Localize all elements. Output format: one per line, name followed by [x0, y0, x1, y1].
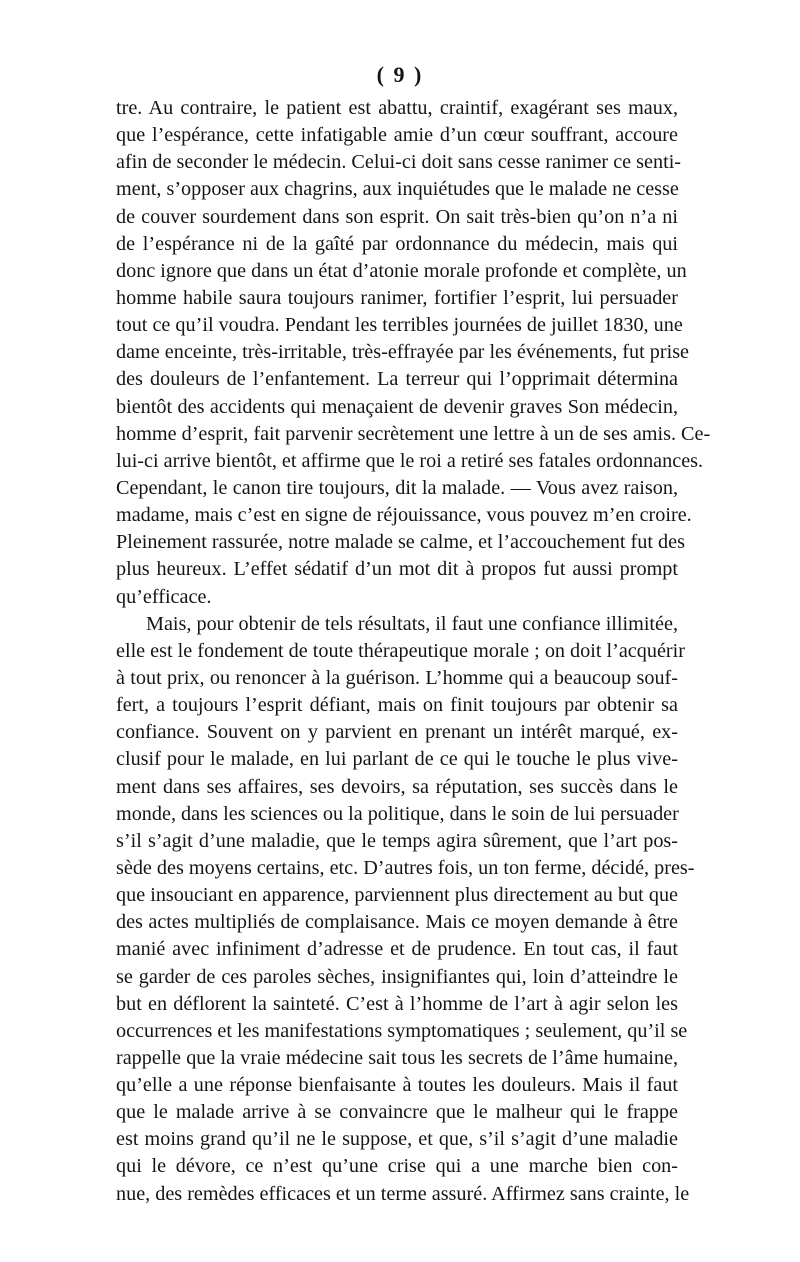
- text-line: homme habile saura toujours ranimer, fortifier l’esprit, lui persuader: [116, 286, 678, 309]
- text-line: qu’elle a une réponse bienfaisante à toutes les douleurs. Mais il faut: [116, 1074, 678, 1097]
- text-line: confiance. Souvent on y parvient en prenant un intérêt marqué, ex-: [116, 721, 678, 744]
- text-line: ment dans ses affaires, ses devoirs, sa réputation, ses succès dans le: [116, 775, 678, 798]
- text-line: dame enceinte, très-irritable, très-effrayée par les événements, fut prise: [116, 341, 690, 364]
- text-line: nue, des remèdes efficaces et un terme assuré. Affirmez sans crainte, le: [116, 1182, 690, 1205]
- text-line: madame, mais c’est en signe de réjouissance, vous pouvez m’en croire.: [116, 504, 692, 527]
- text-line: tout ce qu’il voudra. Pendant les terribles journées de juillet 1830, une: [116, 314, 683, 337]
- text-line: manié avec infiniment d’adresse et de prudence. En tout cas, il faut: [116, 938, 678, 961]
- text-line: clusif pour le malade, en lui parlant de ce qui le touche le plus vive-: [116, 748, 678, 771]
- text-line: ment, s’opposer aux chagrins, aux inquiétudes que le malade ne cesse: [116, 178, 679, 201]
- text-line: monde, dans les sciences ou la politique, dans le soin de lui persuader: [116, 802, 679, 825]
- text-line: afin de seconder le médecin. Celui-ci doit sans cesse ranimer ce senti-: [116, 151, 682, 174]
- text-line: homme d’esprit, fait parvenir secrètement une lettre à un de ses amis. Ce-: [116, 422, 711, 445]
- text-line: but en déflorent la sainteté. C’est à l’homme de l’art à agir selon les: [116, 992, 678, 1015]
- text-line: rappelle que la vraie médecine sait tous les secrets de l’âme humaine,: [116, 1046, 678, 1069]
- text-line: des actes multipliés de complaisance. Mais ce moyen demande à être: [116, 911, 678, 934]
- text-line: que le malade arrive à se convaincre que le malheur qui le frappe: [116, 1101, 678, 1124]
- text-line: Pleinement rassurée, notre malade se calme, et l’accouchement fut des: [116, 531, 685, 554]
- text-line: à tout prix, ou renoncer à la guérison. L’homme qui a beaucoup souf-: [116, 666, 678, 689]
- text-line: elle est le fondement de toute thérapeutique morale ; on doit l’acquérir: [116, 639, 685, 662]
- text-line: bientôt des accidents qui menaçaient de devenir graves Son médecin,: [116, 395, 678, 418]
- text-line: fert, a toujours l’esprit défiant, mais on finit toujours par obtenir sa: [116, 694, 678, 717]
- text-line: Cependant, le canon tire toujours, dit la malade. — Vous avez raison,: [116, 476, 678, 499]
- text-line: que insouciant en apparence, parviennent plus directement au but que: [116, 884, 678, 907]
- text-line: sède des moyens certains, etc. D’autres fois, un ton ferme, décidé, pres-: [116, 856, 695, 879]
- paragraph-end-line: qu’efficace.: [116, 585, 212, 608]
- text-line: lui-ci arrive bientôt, et affirme que le roi a retiré ses fatales ordonnances.: [116, 449, 704, 472]
- text-line: plus heureux. L’effet sédatif d’un mot dit à propos fut aussi prompt: [116, 558, 678, 581]
- text-line: qui le dévore, ce n’est qu’une crise qui a une marche bien con-: [116, 1155, 678, 1178]
- text-line: se garder de ces paroles sèches, insignifiantes qui, loin d’atteindre le: [116, 965, 678, 988]
- page-number: ( 9 ): [376, 62, 424, 87]
- paragraph-start-line: Mais, pour obtenir de tels résultats, il faut une confiance illimitée,: [146, 612, 679, 635]
- text-line: de l’espérance ni de la gaîté par ordonnance du médecin, mais qui: [116, 232, 678, 255]
- text-line: tre. Au contraire, le patient est abattu, craintif, exagérant ses maux,: [116, 97, 678, 119]
- text-line: s’il s’agit d’une maladie, que le temps agira sûrement, que l’art pos-: [116, 829, 678, 852]
- text-line: occurrences et les manifestations symptomatiques ; seulement, qu’il se: [116, 1019, 688, 1042]
- text-line: des douleurs de l’enfantement. La terreur qui l’opprimait détermina: [116, 368, 678, 391]
- text-line: donc ignore que dans un état d’atonie morale profonde et complète, un: [116, 259, 687, 282]
- text-line: est moins grand qu’il ne le suppose, et que, s’il s’agit d’une maladie: [116, 1128, 678, 1151]
- body-text: [116, 95, 711, 1208]
- text-line: de couver sourdement dans son esprit. On sait très-bien qu’on n’a ni: [116, 205, 678, 228]
- text-line: que l’espérance, cette infatigable amie d’un cœur souffrant, accoure: [116, 124, 678, 147]
